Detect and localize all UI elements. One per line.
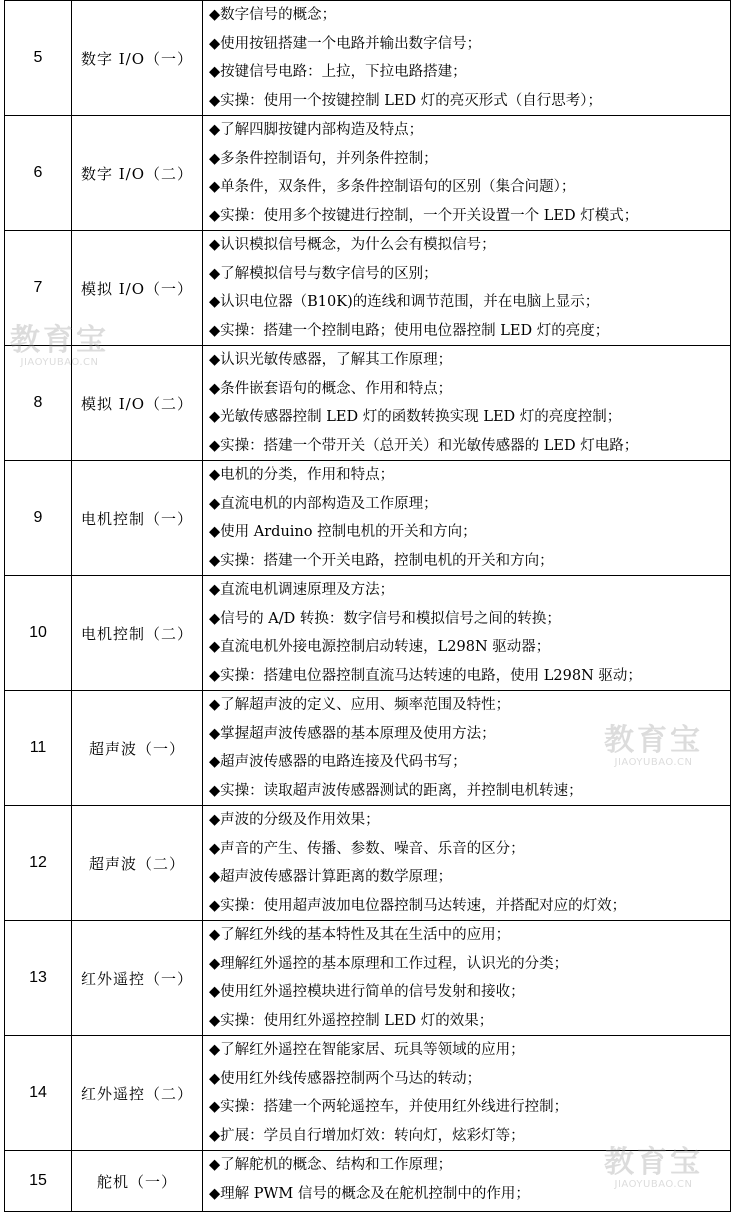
lesson-content	[203, 921, 731, 1036]
lesson-topic: 红外遥控（一）	[72, 921, 203, 1036]
content-item: ◆实操：使用一个按键控制 LED 灯的亮灭形式（自行思考）；	[209, 92, 602, 109]
watermark-url-text: JIAOYUBAO.CN	[614, 757, 693, 768]
content-item: ◆了解舵机的概念、结构和工作原理；	[209, 1157, 453, 1173]
table-row	[5, 806, 731, 921]
lesson-topic: 红外遥控（二）	[72, 1036, 203, 1151]
lesson-topic: 数字 I/O（二）	[72, 116, 203, 231]
content-item: ◆实操：搭建电位器控制直流马达转速的电路，使用 L298N 驱动；	[209, 667, 642, 684]
lesson-content	[203, 231, 731, 346]
content-item: ◆直流电机调速原理及方法；	[209, 582, 395, 598]
table-row	[5, 691, 731, 806]
content-item: ◆实操：读取超声波传感器测试的距离，并控制电机转速；	[209, 782, 583, 799]
content-item: ◆单条件，双条件，多条件控制语句的区别（集合问题）；	[209, 179, 576, 195]
content-item: ◆实操：使用多个按键进行控制，一个开关设置一个 LED 灯模式；	[209, 207, 639, 224]
lesson-number: 9	[5, 461, 72, 576]
table-row	[5, 921, 731, 1036]
lesson-number: 13	[5, 921, 72, 1036]
table-row	[5, 346, 731, 461]
lesson-number: 14	[5, 1036, 72, 1151]
content-item: ◆实操：搭建一个开关电路，控制电机的开关和方向；	[209, 552, 554, 569]
watermark-url-text: JIAOYUBAO.CN	[614, 1179, 693, 1190]
content-item: ◆声音的产生、传播、参数、噪音、乐音的区分；	[209, 840, 525, 857]
lesson-number: 12	[5, 806, 72, 921]
content-item: ◆实操：搭建一个两轮遥控车，并使用红外线进行控制；	[209, 1099, 569, 1115]
content-item: ◆理解红外遥控的基本原理和工作过程，认识光的分类；	[209, 955, 569, 972]
content-item: ◆认识电位器（B10K)的连线和调节范围，并在电脑上显示；	[209, 294, 600, 310]
content-item: ◆使用按钮搭建一个电路并输出数字信号；	[209, 35, 482, 52]
lesson-topic: 舵机（一）	[72, 1151, 203, 1212]
content-item: ◆超声波传感器计算距离的数学原理；	[209, 869, 453, 885]
lesson-topic: 超声波（二）	[72, 806, 203, 921]
table-row	[5, 1151, 731, 1212]
content-item: ◆按键信号电路：上拉，下拉电路搭建；	[209, 64, 467, 80]
content-item: ◆使用红外遥控模块进行简单的信号发射和接收；	[209, 984, 525, 1000]
lesson-topic: 超声波（一）	[72, 691, 203, 806]
lesson-number: 10	[5, 576, 72, 691]
table-row	[5, 1, 731, 116]
content-item: ◆实操：使用超声波加电位器控制马达转速，并搭配对应的灯效；	[209, 897, 627, 914]
table-row	[5, 576, 731, 691]
lesson-content	[203, 461, 731, 576]
lesson-number: 7	[5, 231, 72, 346]
lesson-content	[203, 1036, 731, 1151]
content-item: ◆实操：使用红外遥控控制 LED 灯的效果；	[209, 1012, 494, 1029]
lesson-number: 11	[5, 691, 72, 806]
lesson-topic: 电机控制（二）	[72, 576, 203, 691]
content-item: ◆超声波传感器的电路连接及代码书写；	[209, 754, 467, 770]
table-row	[5, 116, 731, 231]
content-item: ◆了解红外遥控在智能家居、玩具等领域的应用；	[209, 1042, 525, 1058]
content-item: ◆光敏传感器控制 LED 灯的函数转换实现 LED 灯的亮度控制；	[209, 409, 622, 425]
content-item: ◆认识模拟信号概念，为什么会有模拟信号；	[209, 237, 496, 253]
content-item: ◆了解超声波的定义、应用、频率范围及特性；	[209, 697, 511, 713]
content-item: ◆使用 Arduino 控制电机的开关和方向；	[209, 524, 477, 540]
table-row	[5, 461, 731, 576]
watermark-logo-text: 教育宝	[10, 323, 109, 358]
lesson-content	[203, 691, 731, 806]
lesson-content	[203, 346, 731, 461]
lesson-content	[203, 806, 731, 921]
content-item: ◆扩展：学员自行增加灯效：转向灯，炫彩灯等；	[209, 1127, 525, 1144]
lesson-topic: 电机控制（一）	[72, 461, 203, 576]
content-item: ◆直流电机外接电源控制启动转速，L298N 驱动器；	[209, 639, 551, 655]
content-item: ◆条件嵌套语句的概念、作用和特点；	[209, 380, 453, 397]
content-item: ◆使用红外线传感器控制两个马达的转动；	[209, 1070, 482, 1087]
lesson-number: 6	[5, 116, 72, 231]
lesson-number: 15	[5, 1151, 72, 1212]
table-row	[5, 231, 731, 346]
lesson-topic: 模拟 I/O（一）	[72, 231, 203, 346]
table-row	[5, 1036, 731, 1151]
content-item: ◆认识光敏传感器，了解其工作原理；	[209, 352, 453, 368]
watermark-logo-text: 教育宝	[604, 1145, 703, 1180]
content-item: ◆多条件控制语句，并列条件控制；	[209, 150, 438, 167]
content-item: ◆实操：搭建一个带开关（总开关）和光敏传感器的 LED 灯电路；	[209, 437, 639, 454]
lesson-number: 8	[5, 346, 72, 461]
content-item: ◆了解模拟信号与数字信号的区别；	[209, 265, 438, 282]
lesson-topic: 数字 I/O（一）	[72, 1, 203, 116]
lesson-content	[203, 1, 731, 116]
content-item: ◆电机的分类，作用和特点；	[209, 467, 395, 483]
curriculum-table	[4, 0, 731, 1212]
watermark-url-text: JIAOYUBAO.CN	[20, 357, 99, 368]
lesson-content	[203, 1151, 731, 1212]
content-item: ◆直流电机的内部构造及工作原理；	[209, 495, 438, 512]
content-item: ◆理解 PWM 信号的概念及在舵机控制中的作用；	[209, 1185, 530, 1202]
watermark-logo-text: 教育宝	[604, 723, 703, 758]
content-item: ◆掌握超声波传感器的基本原理及使用方法；	[209, 725, 496, 742]
content-item: ◆数字信号的概念；	[209, 7, 337, 23]
content-item: ◆声波的分级及作用效果；	[209, 812, 380, 828]
content-item: ◆了解四脚按键内部构造及特点；	[209, 122, 424, 138]
content-item: ◆了解红外线的基本特性及其在生活中的应用；	[209, 927, 511, 943]
lesson-topic: 模拟 I/O（二）	[72, 346, 203, 461]
lesson-content	[203, 116, 731, 231]
curriculum-table-body	[5, 1, 731, 1212]
content-item: ◆实操：搭建一个控制电路；使用电位器控制 LED 灯的亮度；	[209, 322, 610, 339]
lesson-number: 5	[5, 1, 72, 116]
lesson-content	[203, 576, 731, 691]
content-item: ◆信号的 A/D 转换：数字信号和模拟信号之间的转换；	[209, 610, 561, 627]
